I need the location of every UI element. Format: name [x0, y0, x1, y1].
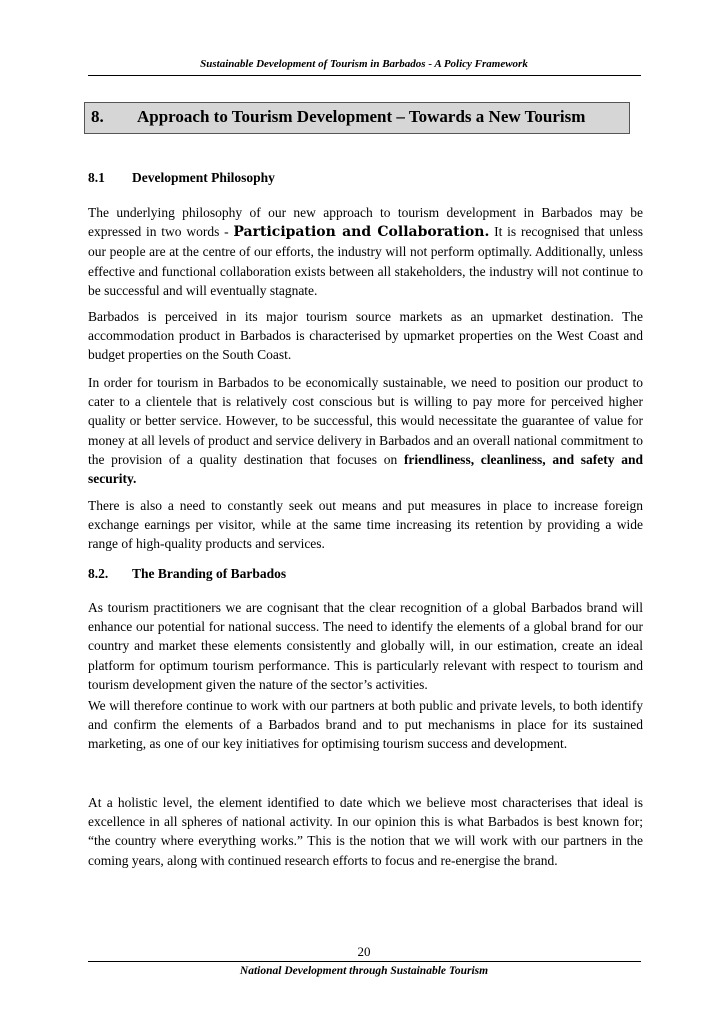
section-title: The Branding of Barbados: [132, 566, 287, 581]
section-heading-development-philosophy: [88, 170, 275, 186]
paragraph-3: [88, 373, 643, 488]
paragraph-1-emphasis: Participation and Collaboration.: [233, 224, 490, 241]
paragraph-2: Barbados is perceived in its major tourism source markets as an upmarket destination. The accommodation product in Barbados is characterised by upmarket properties on the West Coast and budget properties on the South Coast.: [88, 309, 643, 363]
running-header: Sustainable Development of Tourism in Barbados - A Policy Framework: [200, 58, 528, 70]
footer-rule: [88, 961, 641, 962]
chapter-heading-box: [84, 102, 630, 134]
paragraph-1-text-start: The underlying philosophy of our new approach to tourism development in Barbados may be expressed in two words -: [88, 205, 643, 240]
section-number: 8.2.: [88, 566, 109, 581]
running-footer: National Development through Sustainable Tourism: [239, 965, 489, 977]
section-number: 8.1: [88, 170, 105, 185]
section-heading-branding-of-barbados: [88, 566, 286, 582]
paragraph-5: As tourism practitioners we are cognisant that the clear recognition of a global Barbados brand will enhance our potential for national success. The need to identify the elements of a global brand for our country and market these elements consistently and globally will, in our estimation, create an ideal platform for optimum tourism performance. This is particularly relevant with respect to tourism and tourism development given the nature of the sector’s activities.: [88, 600, 643, 692]
paragraph-3-text: In order for tourism in Barbados to be economically sustainable, we need to position our product to cater to a clientele that is relatively cost conscious but is willing to pay more for perceived higher quality or better service. However, to be successful, this would necessitate the guarantee of value for money at all levels of product and service delivery in Barbados and an overall national commitment to the provision of a quality destination that focuses on: [88, 375, 643, 467]
chapter-number: 8.: [91, 107, 104, 126]
paragraph-4: There is also a need to constantly seek out means and put measures in place to increase foreign exchange earnings per visitor, while at the same time increasing its retention by providing a wide range of high-quality products and services.: [88, 498, 643, 552]
paragraph-6: We will therefore continue to work with our partners at both public and private levels, to both identify and confirm the elements of a Barbados brand and to put mechanisms in place for its sustained marketing, as one of our key initiatives for optimising tourism success and development.: [88, 698, 643, 752]
paragraph-1: [88, 203, 643, 300]
header-rule: [88, 75, 641, 76]
paragraph-7: At a holistic level, the element identified to date which we believe most characterises that ideal is excellence in all spheres of national activity. In our opinion this is what Barbados is best known for; “the country where everything works.” This is the notion that we will work with our partners in the coming years, along with continued research efforts to focus and re-energise the brand.: [88, 795, 643, 868]
chapter-title: Approach to Tourism Development – Towards a New Tourism: [137, 107, 586, 126]
section-title: Development Philosophy: [132, 170, 275, 185]
paragraph-1-text-end: It is recognised that unless our people are at the centre of our efforts, the industry will not perform optimally. Additionally, unless effective and functional collaboration exists between all stakeholders, the industry will not continue to be successful and will eventually stagnate.: [88, 224, 643, 298]
paragraph-3-emphasis: friendliness, cleanliness, and safety and security.: [88, 451, 643, 487]
page-number: 20: [357, 944, 371, 959]
